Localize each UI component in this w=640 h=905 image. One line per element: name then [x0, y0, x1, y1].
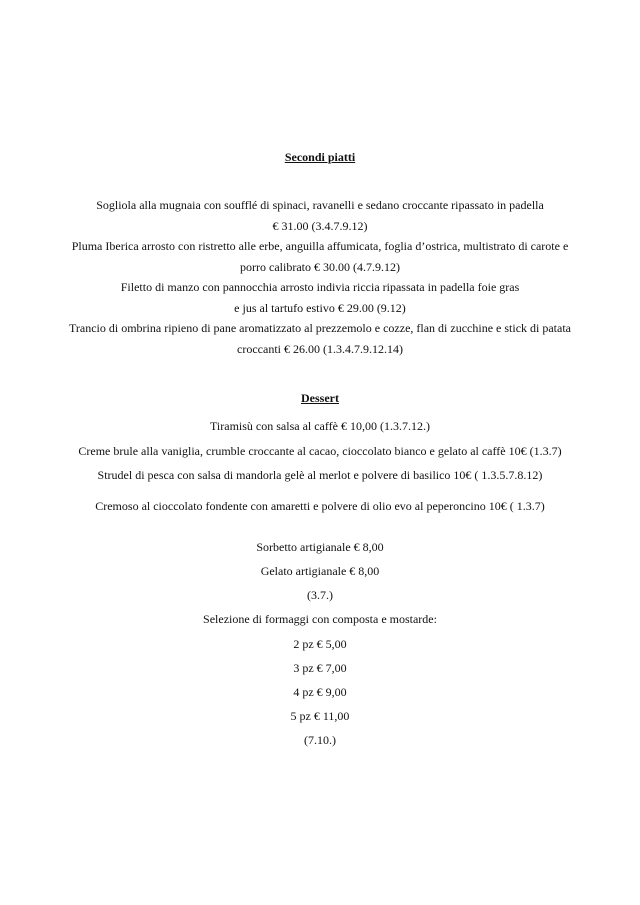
- secondi-line-5: Filetto di manzo con pannocchia arrosto indivia riccia ripassata in padella foie gras: [120, 280, 520, 294]
- secondi-line-3: Pluma Iberica arrosto con ristretto alle erbe, anguilla affumicata, foglia d’ostrica, multistrato di carote e: [71, 239, 569, 253]
- dessert-line-9: 2 pz € 5,00: [293, 637, 347, 651]
- dessert-line-5: Sorbetto artigianale € 8,00: [256, 540, 384, 554]
- dessert-line-4: Cremoso al cioccolato fondente con amaretti e polvere di olio evo al peperoncino 10€ ( 1.3.7): [95, 499, 545, 513]
- dessert-line-3: Strudel di pesca con salsa di mandorla gelè al merlot e polvere di basilico 10€ ( 1.3.5.7.8.12): [97, 468, 543, 482]
- dessert-line-2: Creme brule alla vaniglia, crumble croccante al cacao, cioccolato bianco e gelato al caffè 10€ (1.3.7): [78, 444, 562, 458]
- secondi-line-6: e jus al tartufo estivo € 29.00 (9.12): [234, 301, 406, 315]
- dessert-line-12: 5 pz € 11,00: [290, 709, 350, 723]
- secondi-line-7: Trancio di ombrina ripieno di pane aromatizzato al prezzemolo e cozze, flan di zucchine e stick di patata: [68, 321, 571, 335]
- secondi-piatti-heading: Secondi piatti: [284, 150, 356, 164]
- dessert-heading: Dessert: [301, 391, 339, 405]
- dessert-line-7: (3.7.): [307, 588, 333, 602]
- dessert-line-10: 3 pz € 7,00: [293, 661, 347, 675]
- secondi-line-2: € 31.00 (3.4.7.9.12): [272, 219, 368, 233]
- secondi-line-4: porro calibrato € 30.00 (4.7.9.12): [240, 260, 400, 274]
- secondi-line-1: Sogliola alla mugnaia con soufflé di spinaci, ravanelli e sedano croccante ripassato in padella: [96, 198, 544, 212]
- dessert-line-11: 4 pz € 9,00: [293, 685, 347, 699]
- dessert-line-1: Tiramisù con salsa al caffè € 10,00 (1.3.7.12.): [210, 419, 430, 433]
- secondi-line-8: croccanti € 26.00 (1.3.4.7.9.12.14): [237, 342, 403, 356]
- dessert-line-8: Selezione di formaggi con composta e mostarde:: [203, 612, 437, 626]
- dessert-line-13: (7.10.): [304, 733, 336, 747]
- dessert-line-6: Gelato artigianale € 8,00: [260, 564, 380, 578]
